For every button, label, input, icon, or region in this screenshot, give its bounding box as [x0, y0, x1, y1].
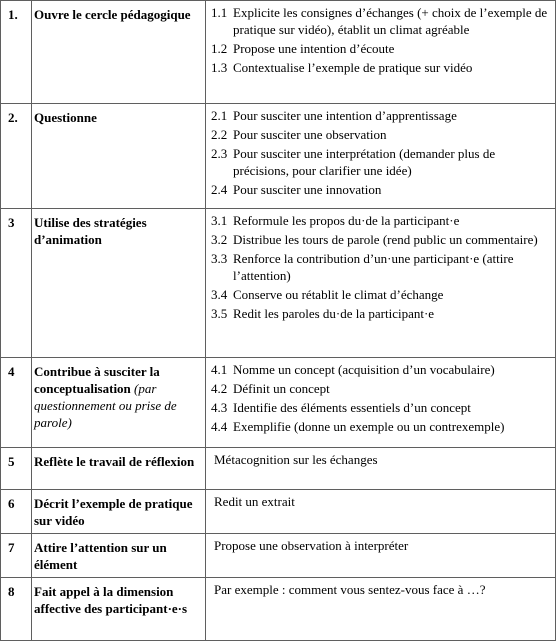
list-item	[211, 107, 549, 124]
subcategory-list	[206, 358, 556, 448]
item-code: 2.2	[211, 127, 228, 142]
category-description	[206, 490, 556, 534]
category-title	[32, 534, 206, 578]
item-code: 4.1	[211, 362, 228, 377]
list-item	[211, 399, 549, 416]
description-text: Propose une observation à interpréter	[214, 538, 409, 553]
table-row	[1, 358, 556, 448]
item-code: 4.2	[211, 381, 228, 396]
item-code: 1.3	[211, 60, 228, 75]
table-row	[1, 209, 556, 358]
list-item	[211, 4, 549, 38]
list-item	[211, 250, 549, 284]
item-text: Pour susciter une interprétation (demander plus de précisions, pour clarifier une idée)	[233, 146, 496, 178]
item-text: Pour susciter une observation	[233, 127, 387, 142]
subcategory-list	[206, 104, 556, 209]
list-item	[211, 212, 549, 229]
item-code: 4.4	[211, 419, 228, 434]
category-title	[32, 448, 206, 490]
category-title	[32, 209, 206, 358]
table-row	[1, 578, 556, 641]
table-row	[1, 534, 556, 578]
category-title	[32, 1, 206, 104]
item-code: 4.3	[211, 400, 228, 415]
list-item	[211, 305, 549, 322]
description-text: Métacognition sur les échanges	[214, 452, 378, 467]
item-text: Identifie des éléments essentiels d’un concept	[233, 400, 471, 415]
row-number: 1.	[1, 1, 32, 104]
row-number: 8	[1, 578, 32, 641]
list-item	[211, 231, 549, 248]
table-row	[1, 1, 556, 104]
item-text: Explicite les consignes d’échanges (+ choix de l’exemple de pratique sur vidéo), établit un climat agréable	[233, 5, 548, 37]
item-code: 3.1	[211, 213, 228, 228]
item-code: 1.1	[211, 5, 228, 20]
item-text: Redit les paroles du·de la participant·e	[233, 306, 435, 321]
category-title-text: Utilise des stratégies d’animation	[34, 215, 147, 247]
category-description	[206, 578, 556, 641]
item-text: Propose une intention d’écoute	[233, 41, 395, 56]
list-item	[211, 126, 549, 143]
list-item	[211, 40, 549, 57]
item-text: Pour susciter une intention d’apprentissage	[233, 108, 457, 123]
item-code: 2.3	[211, 146, 228, 161]
list-item	[211, 361, 549, 378]
description-text: Redit un extrait	[214, 494, 295, 509]
item-text: Conserve ou rétablit le climat d’échange	[233, 287, 444, 302]
category-title-text: Attire l’attention sur un élément	[34, 540, 167, 572]
item-code: 1.2	[211, 41, 228, 56]
item-code: 2.4	[211, 182, 228, 197]
category-title-text: Décrit l’exemple de pratique sur vidéo	[34, 496, 193, 528]
list-item	[211, 418, 549, 435]
table-row	[1, 104, 556, 209]
item-text: Renforce la contribution d’un·une participant·e (attire l’attention)	[233, 251, 514, 283]
category-title-text: Questionne	[34, 110, 97, 125]
category-title	[32, 578, 206, 641]
item-text: Définit un concept	[233, 381, 330, 396]
item-code: 3.3	[211, 251, 228, 266]
item-code: 3.4	[211, 287, 228, 302]
item-text: Contextualise l’exemple de pratique sur vidéo	[233, 60, 473, 75]
item-text: Exemplifie (donne un exemple ou un contrexemple)	[233, 419, 505, 434]
description-text: Par exemple : comment vous sentez-vous face à …?	[214, 582, 486, 597]
subcategory-list	[206, 209, 556, 358]
category-title-note: (par questionnement ou prise de parole)	[34, 381, 177, 430]
list-item	[211, 380, 549, 397]
category-description	[206, 448, 556, 490]
item-text: Distribue les tours de parole (rend public un commentaire)	[233, 232, 538, 247]
row-number: 3	[1, 209, 32, 358]
item-text: Reformule les propos du·de la participant·e	[233, 213, 460, 228]
item-code: 3.2	[211, 232, 228, 247]
row-number: 4	[1, 358, 32, 448]
category-title	[32, 490, 206, 534]
category-title	[32, 104, 206, 209]
list-item	[211, 59, 549, 76]
list-item	[211, 181, 549, 198]
item-text: Nomme un concept (acquisition d’un vocabulaire)	[233, 362, 495, 377]
category-title	[32, 358, 206, 448]
category-description	[206, 534, 556, 578]
item-text: Pour susciter une innovation	[233, 182, 382, 197]
row-number: 2.	[1, 104, 32, 209]
category-title-text: Contribue à susciter la conceptualisation	[34, 364, 160, 396]
item-code: 3.5	[211, 306, 228, 321]
subcategory-list	[206, 1, 556, 104]
category-title-text: Ouvre le cercle pédagogique	[34, 7, 191, 22]
table-row	[1, 448, 556, 490]
row-number: 5	[1, 448, 32, 490]
list-item	[211, 145, 549, 179]
row-number: 7	[1, 534, 32, 578]
list-item	[211, 286, 549, 303]
category-title-text: Fait appel à la dimension affective des participant·e·s	[34, 584, 188, 616]
table-row	[1, 490, 556, 534]
item-code: 2.1	[211, 108, 228, 123]
row-number: 6	[1, 490, 32, 534]
category-title-text: Reflète le travail de réflexion	[34, 454, 195, 469]
